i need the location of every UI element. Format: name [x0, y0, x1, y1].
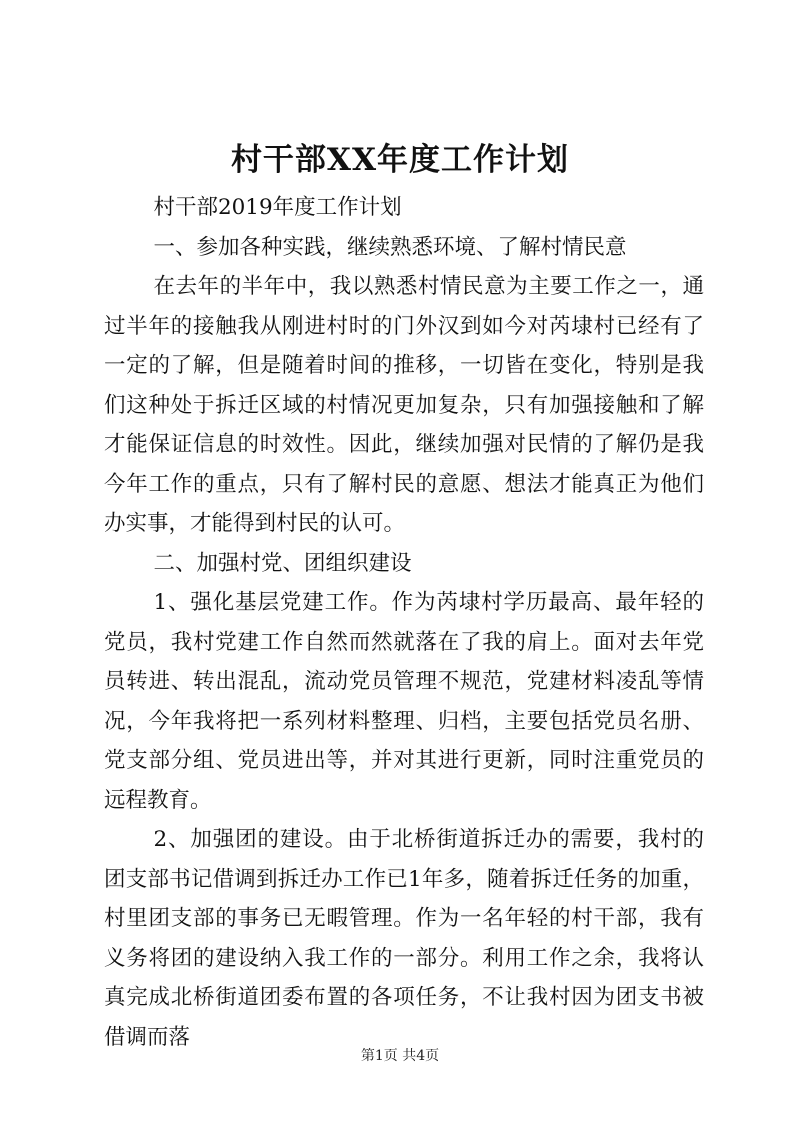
document-title: 村干部XX年度工作计划: [230, 142, 570, 178]
document-body: [104, 188, 704, 1057]
section-heading-1: 一、参加各种实践，继续熟悉环境、了解村情民意: [153, 234, 627, 260]
body-paragraph-2: 1、强化基层党建工作。作为芮埭村学历最高、最年轻的党员，我村党建工作自然而然就落在了我的肩上。面对去年党员转进、转出混乱，流动党员管理不规范，党建材料凌乱等情况，今年我将把一系列材料整理、归档，主要包括党员名册、党支部分组、党员进出等，并对其进行更新，同时注重党员的远程教育。: [104, 590, 704, 813]
body-paragraph-1: 在去年的半年中，我以熟悉村情民意为主要工作之一，通过半年的接触我从刚进村时的门外汉到如今对芮埭村已经有了一定的了解，但是随着时间的推移，一切皆在变化，特别是我们这种处于拆迁区域的村情况更加复杂，只有加强接触和了解才能保证信息的时效性。因此，继续加强对民情的了解仍是我今年工作的重点，只有了解村民的意愿、想法才能真正为他们办实事，才能得到村民的认可。: [104, 274, 704, 536]
body-paragraph-3: 2、加强团的建设。由于北桥街道拆迁办的需要，我村的团支部书记借调到拆迁办工作已1年多，随着拆迁任务的加重，村里团支部的事务已无暇管理。作为一名年轻的村干部，我有义务将团的建设纳入我工作的一部分。利用工作之余，我将认真完成北桥街道团委布置的各项任务，不让我村因为团支书被借调而落: [104, 827, 704, 1050]
subtitle-paragraph: 村干部2019年度工作计划: [153, 195, 402, 220]
section-heading-2: 二、加强村党、团组织建设: [153, 550, 412, 576]
page-footer: 第1页 共4页: [360, 1048, 440, 1064]
